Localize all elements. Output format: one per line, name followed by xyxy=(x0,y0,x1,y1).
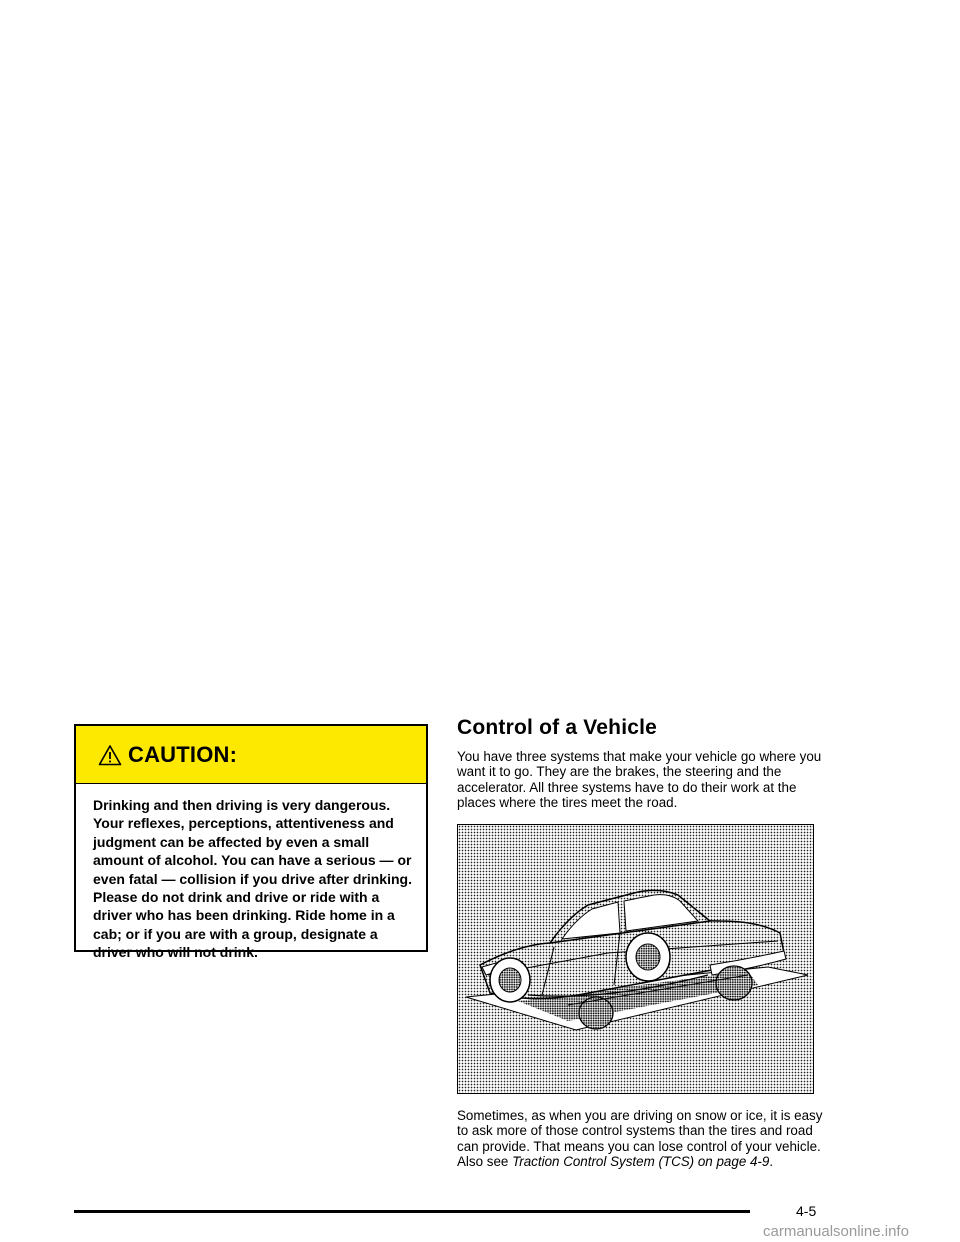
tcs-paragraph-text: Sometimes, as when you are driving on snow or ice, it is easy to ask more of those control systems than the tires and road can provide. That means you can lose control of your vehicle. Also see xyxy=(457,1108,823,1170)
tcs-cross-reference-link[interactable]: Traction Control System (TCS) on page 4-9 xyxy=(512,1154,770,1170)
page-number: 4-5 xyxy=(796,1203,817,1219)
intro-paragraph: You have three systems that make your vehicle go where you want it to go. They are the brakes, the steering and the accelerator. All three systems have to do their work at the places where the tires meet the road. xyxy=(457,749,822,811)
caution-header xyxy=(76,726,426,784)
tcs-paragraph-end: . xyxy=(769,1154,774,1170)
section-heading: Control of a Vehicle xyxy=(457,716,658,739)
footer-rule xyxy=(74,1210,750,1213)
vehicle-illustration xyxy=(457,824,814,1094)
warning-triangle-icon xyxy=(98,744,122,766)
caution-box xyxy=(74,724,428,961)
watermark: carmanualsonline.info xyxy=(763,1223,909,1240)
tcs-paragraph xyxy=(457,1108,829,1170)
caution-title: CAUTION: xyxy=(128,741,238,767)
caution-text: Drinking and then driving is very dangerous. Your reflexes, perceptions, attentiveness and judgment can be affected by even a small amount of alcohol. You can have a serious — or even fatal — collision if you drive after drinking. Please do not drink and drive or ride with a driver who has been drinking. Ride home in a cab; or if you are with a group, designate a driver who will not drink. xyxy=(93,797,412,961)
